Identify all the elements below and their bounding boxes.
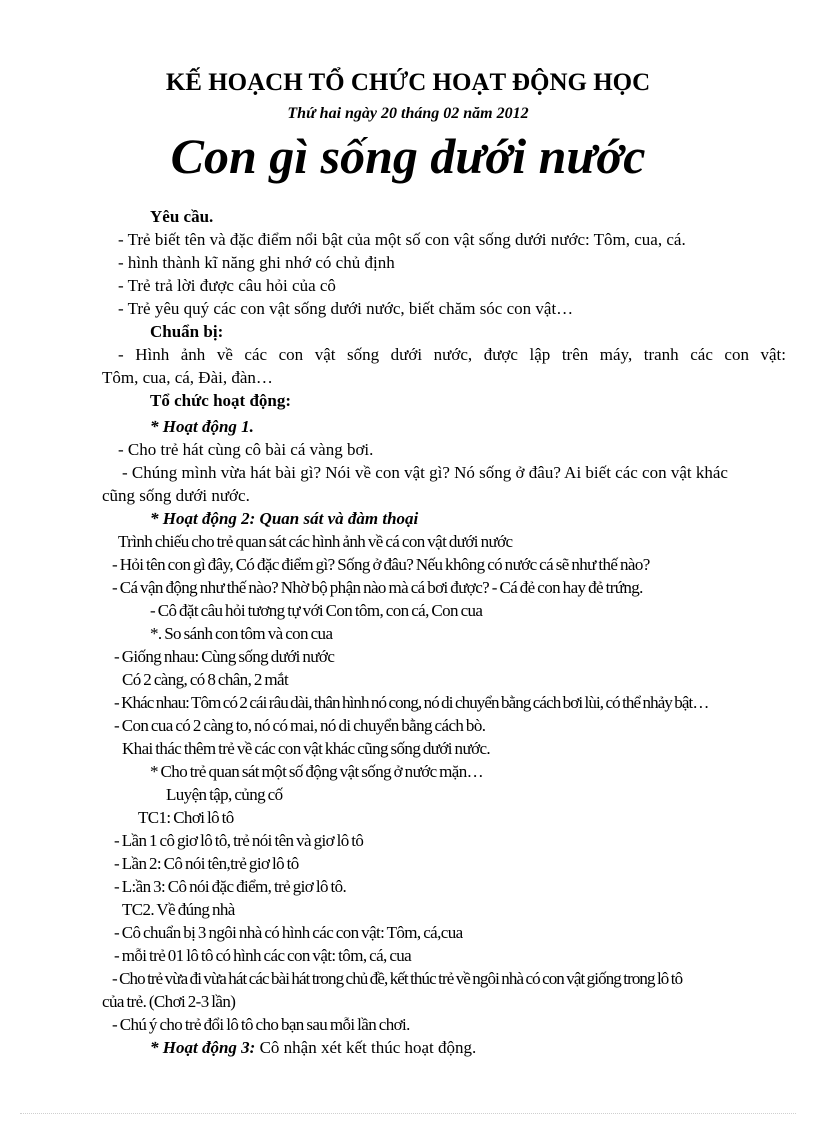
hd2-item: Có 2 càng, có 8 chân, 2 mắt (122, 670, 289, 689)
hd2-item: - mỗi trẻ 01 lô tô có hình các con vật: tôm, cá, cua (114, 946, 412, 965)
chuan-bi-item: - Hình ảnh về các con vật sống dưới nước, được lập trên máy, tranh các con vật: (118, 345, 786, 364)
hd2-item: - Lần 2: Cô nói tên,trẻ giơ lô tô (114, 854, 299, 873)
hd2-item: Khai thác thêm trẻ về các con vật khác cũng sống dưới nước. (122, 739, 491, 758)
hd2-item: Trình chiếu cho trẻ quan sát các hình ảnh về cá con vật dưới nước (118, 532, 513, 551)
hd2-heading: * Hoạt động 2: Quan sát và đàm thoại (150, 509, 419, 528)
hd2-item: *. So sánh con tôm và con cua (150, 624, 333, 643)
hd2-item: - Giống nhau: Cùng sống dưới nước (114, 647, 335, 666)
yeu-cau-item: - Trẻ biết tên và đặc điểm nổi bật của một số con vật sống dưới nước: Tôm, cua, cá. (118, 230, 686, 249)
yeu-cau-item: - Trẻ trả lời được câu hỏi của cô (118, 276, 336, 295)
hd2-item: của trẻ. (Chơi 2-3 lần) (102, 992, 236, 1011)
hd2-item: - Hỏi tên con gì đây, Có đặc điểm gì? Sống ở đâu? Nếu không có nước cá sẽ như thế nào? (112, 555, 650, 574)
hd1-item: cũng sống dưới nước. (102, 486, 250, 505)
chuan-bi-item: Tôm, cua, cá, Đài, đàn… (102, 368, 273, 387)
yeu-cau-heading: Yêu cầu. (150, 207, 214, 226)
page-footer-divider (20, 1113, 796, 1114)
yeu-cau-item: - Trẻ yêu quý các con vật sống dưới nước, biết chăm sóc con vật… (118, 299, 574, 318)
hd2-item: - Cô đặt câu hỏi tương tự với Con tôm, con cá, Con cua (150, 601, 483, 620)
lesson-date: Thứ hai ngày 20 tháng 02 năm 2012 (287, 105, 529, 122)
hd2-item: - Cô chuẩn bị 3 ngôi nhà có hình các con vật: Tôm, cá,cua (114, 923, 463, 942)
hd3-line (150, 1037, 476, 1059)
hd2-item: - Lần 1 cô giơ lô tô, trẻ nói tên và giơ lô tô (114, 831, 364, 850)
hd2-item: - Cho trẻ vừa đi vừa hát các bài hát trong chủ đề, kết thúc trẻ về ngôi nhà có con vật giống trong lô tô (112, 969, 683, 988)
hd1-item: - Chúng mình vừa hát bài gì? Nói về con vật gì? Nó sống ở đâu? Ai biết các con vật khác (122, 463, 728, 482)
hd3-text: Cô nhận xét kết thúc hoạt động. (255, 1038, 477, 1057)
lesson-topic: Con gì sống dưới nước (170, 128, 646, 184)
hd2-item: - L:ần 3: Cô nói đặc điểm, trẻ giơ lô tô. (114, 877, 347, 896)
hd1-item: - Cho trẻ hát cùng cô bài cá vàng bơi. (118, 440, 374, 459)
hd2-item: TC1: Chơi lô tô (138, 808, 234, 827)
hd2-item: * Cho trẻ quan sát một số động vật sống ở nước mặn… (150, 762, 484, 781)
hd2-item: - Con cua có 2 càng to, nó có mai, nó di chuyển bằng cách bò. (114, 716, 486, 735)
yeu-cau-item: - hình thành kĩ năng ghi nhớ có chủ định (118, 253, 395, 272)
hd1-heading: * Hoạt động 1. (150, 417, 254, 436)
hd2-item: Luyện tập, củng cố (166, 785, 283, 804)
hd2-item: - Khác nhau: Tôm có 2 cái râu dài, thân hình nó cong, nó di chuyển bằng cách bơi lùi, có thể nhảy bật… (114, 693, 709, 712)
hd2-item: TC2. Về đúng nhà (122, 900, 235, 919)
to-chuc-heading: Tổ chức hoạt động: (150, 391, 292, 410)
hd2-item: - Chú ý cho trẻ đổi lô tô cho bạn sau mỗi lần chơi. (112, 1015, 410, 1034)
chuan-bi-heading: Chuẩn bị: (150, 322, 224, 341)
hd3-heading: * Hoạt động 3: (150, 1038, 256, 1057)
page-title: KẾ HOẠCH TỔ CHỨC HOẠT ĐỘNG HỌC (165, 69, 651, 96)
hd2-item: - Cá vận động như thế nào? Nhờ bộ phận nào mà cá bơi được? - Cá đẻ con hay đẻ trứng. (112, 578, 643, 597)
